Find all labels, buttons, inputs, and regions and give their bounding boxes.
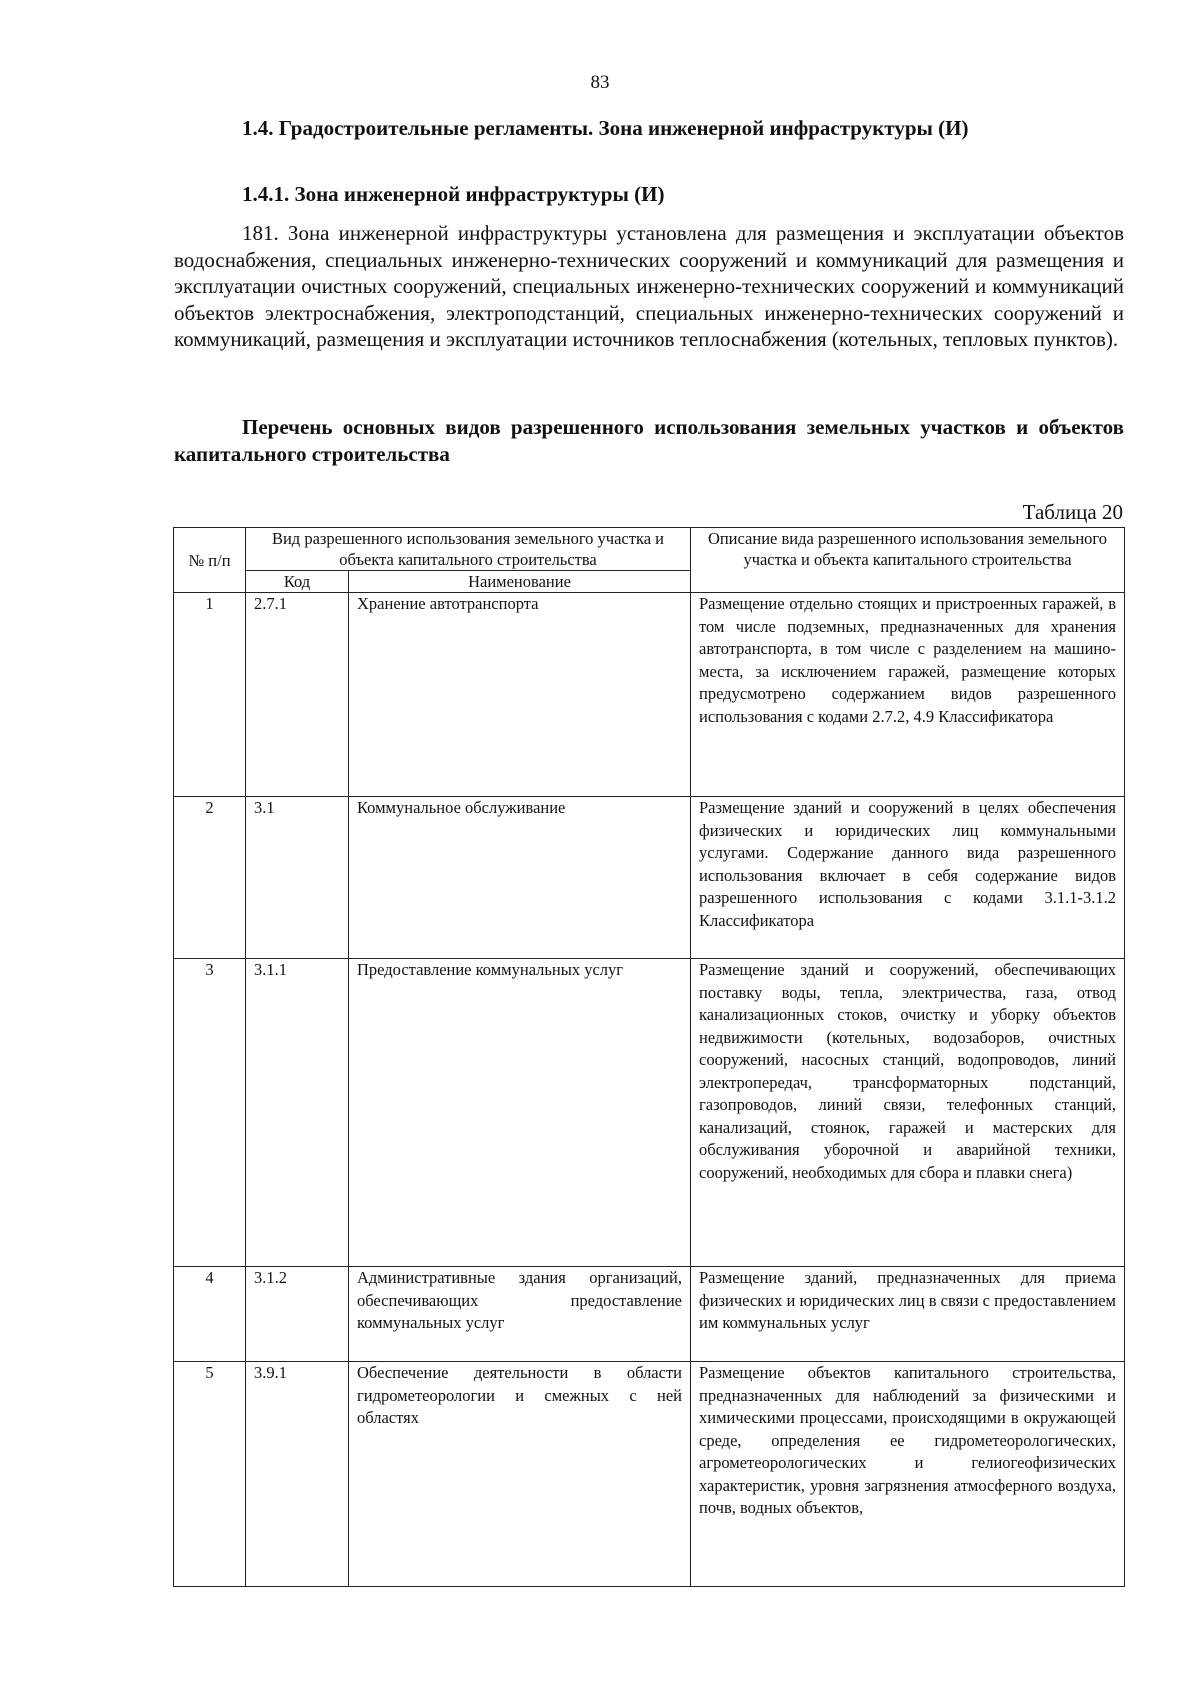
row-code: 3.1.2 [246, 1267, 349, 1362]
row-code: 3.1.1 [246, 959, 349, 1267]
row-name: Коммунальное обслуживание [349, 797, 691, 959]
row-description: Размещение зданий, предназначенных для приема физических и юридических лиц в связи с предоставлением им коммунальных услуг [691, 1267, 1125, 1362]
row-code: 3.9.1 [246, 1362, 349, 1587]
row-name: Административные здания организаций, обеспечивающих предоставление коммунальных услуг [349, 1267, 691, 1362]
permitted-use-table [173, 527, 1125, 1587]
section-title: 1.4. Градостроительные регламенты. Зона инженерной инфраструктуры (И) [242, 116, 969, 140]
subsection-title: 1.4.1. Зона инженерной инфраструктуры (И) [242, 182, 665, 206]
header-description: Описание вида разрешенного использования земельного участка и объекта капитального строительства [691, 528, 1125, 593]
table-row [174, 1362, 1125, 1587]
table-row [174, 593, 1125, 797]
row-description: Размещение отдельно стоящих и пристроенных гаражей, в том числе подземных, предназначенных для хранения автотранспорта, в том числе с разделением на машино-места, за исключением гаражей, размещение которых предусмотрено содержанием видов разрешенного использования с кодами 2.7.2, 4.9 Классификатора [691, 593, 1125, 797]
row-description: Размещение зданий и сооружений в целях обеспечения физических и юридических лиц коммунальными услугами. Содержание данного вида разрешенного использования включает в себя содержание видов разрешенного использования с кодами 3.1.1-3.1.2 Классификатора [691, 797, 1125, 959]
table-caption: Таблица 20 [1022, 500, 1123, 524]
row-number: 3 [174, 959, 246, 1267]
row-code: 3.1 [246, 797, 349, 959]
page-number: 83 [590, 72, 610, 93]
row-number: 4 [174, 1267, 246, 1362]
table-row [174, 797, 1125, 959]
row-number: 2 [174, 797, 246, 959]
row-number: 1 [174, 593, 246, 797]
row-name: Обеспечение деятельности в области гидрометеорологии и смежных с ней областях [349, 1362, 691, 1587]
row-code: 2.7.1 [246, 593, 349, 797]
header-code: Код [246, 571, 349, 593]
permitted-use-list-title: Перечень основных видов разрешенного использования земельных участков и объектов капитального строительства [174, 415, 1124, 466]
row-name: Предоставление коммунальных услуг [349, 959, 691, 1267]
header-number: № п/п [174, 528, 246, 593]
zone-description-paragraph: 181. Зона инженерной инфраструктуры установлена для размещения и эксплуатации объектов водоснабжения, специальных инженерно-технических сооружений и коммуникаций для размещения и эксплуатации очистных сооружений, специальных инженерно-технических сооружений и коммуникаций объектов электроснабжения, электроподстанций, специальных инженерно-технических сооружений и коммуникаций, размещения и эксплуатации источников теплоснабжения (котельных, тепловых пунктов). [174, 221, 1124, 351]
table-row [174, 959, 1125, 1267]
row-description: Размещение объектов капитального строительства, предназначенных для наблюдений за физическими и химическими процессами, происходящими в окружающей среде, определения ее гидрометеорологических, агрометеорологических и гелиогеофизических характеристик, уровня загрязнения атмосферного воздуха, почв, водных объектов, [691, 1362, 1125, 1587]
header-use-kind: Вид разрешенного использования земельного участка и объекта капитального строительства [246, 528, 691, 571]
row-description: Размещение зданий и сооружений, обеспечивающих поставку воды, тепла, электричества, газа, отвод канализационных стоков, очистку и уборку объектов недвижимости (котельных, водозаборов, очистных сооружений, насосных станций, водопроводов, линий электропередач, трансформаторных подстанций, газопроводов, линий связи, телефонных станций, канализаций, стоянок, гаражей и мастерских для обслуживания уборочной и аварийной техники, сооружений, необходимых для сбора и плавки снега) [691, 959, 1125, 1267]
row-number: 5 [174, 1362, 246, 1587]
header-name: Наименование [349, 571, 691, 593]
table-row [174, 1267, 1125, 1362]
row-name: Хранение автотранспорта [349, 593, 691, 797]
